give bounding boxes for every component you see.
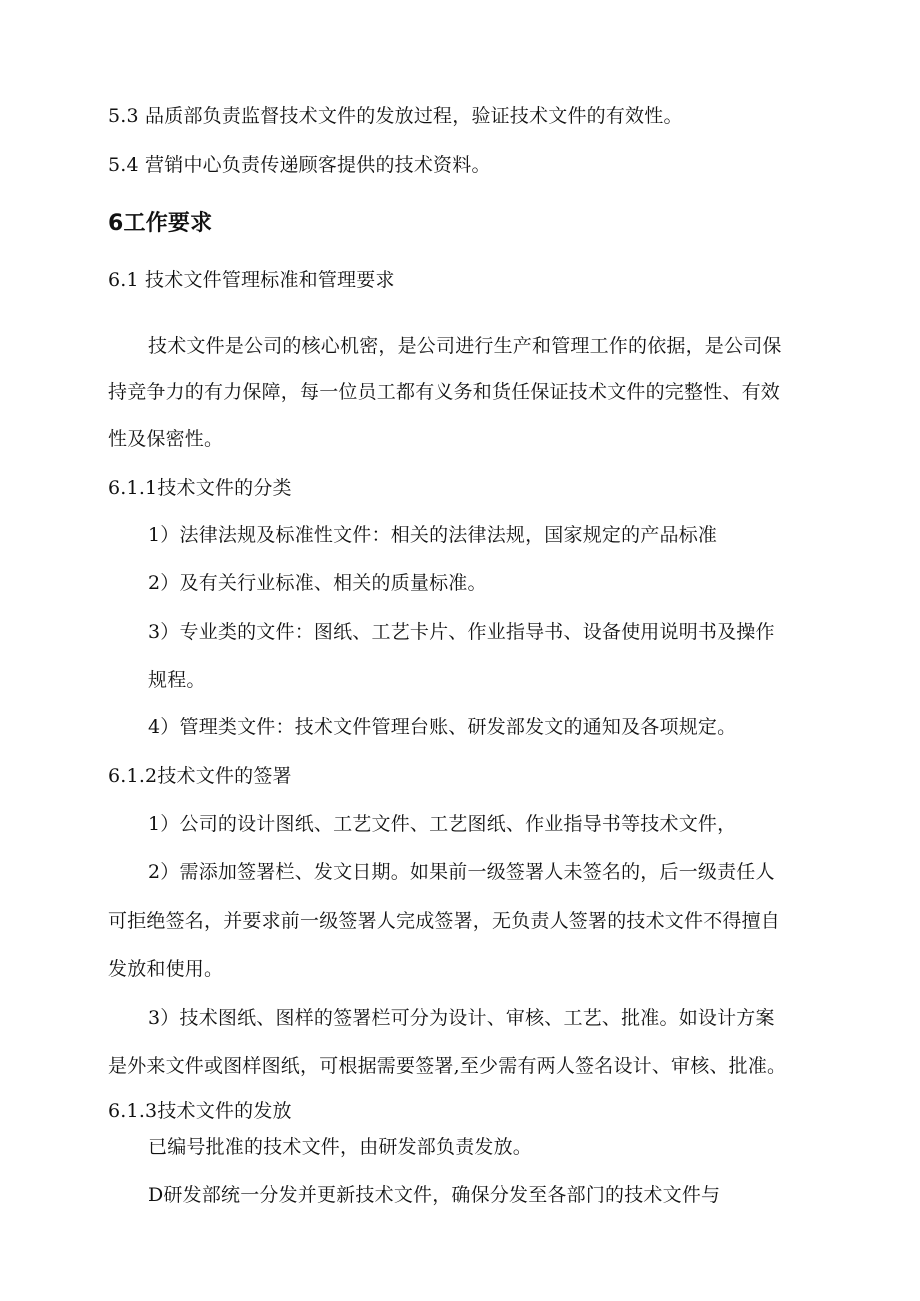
list-item: 2）需添加签署栏、发文日期。如果前一级签署人未签名的，后一级责任人 — [148, 861, 775, 883]
paragraph-line: 技术文件是公司的核心机密，是公司进行生产和管理工作的依据，是公司保 — [148, 335, 782, 357]
subsection-heading-6-1: 6.1 技术文件管理标准和管理要求 — [108, 269, 395, 291]
subsection-heading-6-1-2: 6.1.2技术文件的签署 — [108, 765, 292, 787]
list-item-continuation: 规程。 — [148, 669, 206, 691]
list-item-continuation: 是外来文件或图样图纸，可根据需要签署,至少需有两人签名设计、审核、批准。 — [108, 1055, 787, 1077]
paragraph-line: 性及保密性。 — [108, 428, 224, 450]
subsection-heading-6-1-1: 6.1.1技术文件的分类 — [108, 477, 292, 499]
paragraph-line: 已编号批准的技术文件，由研发部负责发放。 — [148, 1136, 533, 1158]
list-item: 1）法律法规及标准性文件：相关的法律法规，国家规定的产品标准 — [148, 524, 718, 546]
list-item: 4）管理类文件：技术文件管理台账、研发部发文的通知及各项规定。 — [148, 716, 737, 738]
paragraph-line: D研发部统一分发并更新技术文件，确保分发至各部门的技术文件与 — [148, 1184, 721, 1206]
list-item: 2）及有关行业标准、相关的质量标准。 — [148, 572, 487, 594]
list-item: 3）专业类的文件：图纸、工艺卡片、作业指导书、设备使用说明书及操作 — [148, 621, 775, 643]
paragraph-line: 持竞争力的有力保障，每一位员工都有义务和货任保证技术文件的完整性、有效 — [108, 381, 781, 403]
list-item: 3）技术图纸、图样的签署栏可分为设计、审核、工艺、批准。如设计方案 — [148, 1007, 775, 1029]
list-item-continuation: 可拒绝签名，并要求前一级签署人完成签署，无负责人签署的技术文件不得擅自 — [108, 910, 781, 932]
section-heading-6: 6工作要求 — [108, 211, 213, 236]
list-item: 1）公司的设计图纸、工艺文件、工艺图纸、作业指导书等技术文件， — [148, 813, 737, 835]
list-item-continuation: 发放和使用。 — [108, 958, 224, 980]
subsection-heading-6-1-3: 6.1.3技术文件的发放 — [108, 1100, 292, 1122]
clause-5-3: 5.3 品质部负责监督技术文件的发放过程，验证技术文件的有效性。 — [108, 105, 683, 127]
clause-5-4: 5.4 营销中心负责传递顾客提供的技术资料。 — [108, 154, 491, 176]
